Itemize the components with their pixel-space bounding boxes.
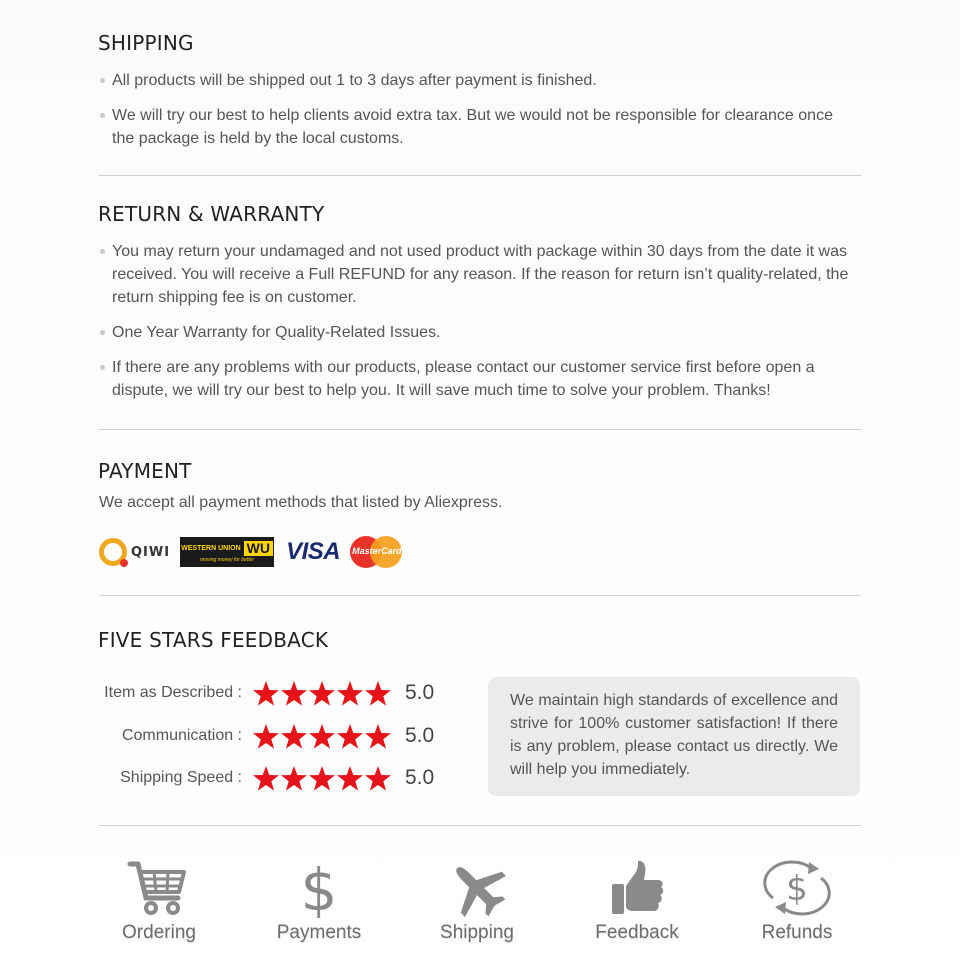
payment-description: We accept all payment methods that listed by Aliexpress. [99, 494, 503, 511]
feature-label: Refunds [761, 922, 833, 943]
thumbs-up-icon [602, 858, 672, 918]
feedback-title: FIVE STARS FEEDBACK [98, 628, 329, 652]
star-icon [280, 765, 308, 792]
rating-value: 5.0 [405, 681, 435, 704]
star-icon [336, 723, 364, 750]
shipping-item: We will try our best to help clients avoid extra tax. But we would not be responsible for clearance once the package is held by the local customs. [99, 104, 859, 150]
mastercard-logo [350, 536, 402, 568]
star-icon [252, 680, 280, 707]
satisfaction-note: We maintain high standards of excellence and strive for 100% customer satisfaction! If there is any problem, please contact us directly. We will help you immediately. [488, 677, 860, 796]
star-rating [252, 680, 392, 707]
feature-label: Shipping [440, 922, 514, 943]
star-icon [280, 723, 308, 750]
rating-value: 5.0 [405, 766, 435, 789]
rating-label: Item as Described : [104, 684, 242, 701]
divider [99, 825, 861, 826]
shipping-title: SHIPPING [98, 31, 194, 55]
dollar-icon [284, 858, 354, 918]
star-icon [364, 680, 392, 707]
western-union-tagline: moving money for better [200, 557, 255, 563]
shopping-cart-icon [124, 858, 194, 918]
star-icon [252, 765, 280, 792]
rating-label: Communication : [121, 727, 242, 744]
svg-text:$: $ [786, 869, 808, 909]
qiwi-logo [99, 538, 170, 566]
star-icon [364, 765, 392, 792]
feature-label: Feedback [595, 922, 679, 943]
feature-feedback [572, 858, 702, 944]
rating-label: Shipping Speed : [120, 769, 242, 786]
refund-icon [757, 858, 837, 918]
rating-row [99, 721, 459, 751]
return-item: One Year Warranty for Quality-Related Issues. [99, 321, 869, 344]
qiwi-icon [99, 538, 127, 566]
star-icon [252, 723, 280, 750]
western-union-logo [180, 537, 274, 567]
qiwi-text: QIWI [131, 544, 171, 560]
star-icon [364, 723, 392, 750]
mastercard-text: MasterCard [352, 546, 402, 556]
return-item: You may return your undamaged and not used product with package within 30 days from the date it was received. You will receive a Full REFUND for any reason. If the reason for return isn’t quality-related, the return shipping fee is on customer. [99, 240, 859, 309]
payment-logos [99, 533, 402, 571]
return-warranty-title: RETURN & WARRANTY [98, 202, 325, 226]
feature-label: Payments [276, 922, 362, 943]
star-icon [280, 680, 308, 707]
star-icon [336, 765, 364, 792]
star-icon [336, 680, 364, 707]
western-union-mark: WU [244, 541, 273, 556]
airplane-icon [442, 858, 512, 918]
visa-logo: VISA [286, 538, 341, 565]
divider [99, 595, 861, 596]
rating-row [99, 763, 459, 793]
star-icon [308, 723, 336, 750]
svg-text:$: $ [300, 858, 338, 918]
western-union-text: WESTERN UNION [181, 544, 241, 552]
star-icon [308, 765, 336, 792]
feature-ordering [94, 858, 224, 944]
return-item: If there are any problems with our products, please contact our customer service first before open a dispute, we will try our best to help you. It will save much time to solve your problem. Thanks! [99, 356, 871, 402]
star-rating [252, 723, 392, 750]
rating-row [99, 678, 459, 708]
feature-label: Ordering [122, 922, 196, 943]
feature-shipping [412, 858, 542, 944]
star-rating [252, 765, 392, 792]
payment-title: PAYMENT [98, 459, 192, 483]
feature-refunds [732, 858, 862, 944]
divider [99, 429, 861, 430]
rating-value: 5.0 [405, 724, 435, 747]
divider [99, 175, 861, 176]
shipping-item: All products will be shipped out 1 to 3 days after payment is finished. [99, 69, 869, 92]
star-icon [308, 680, 336, 707]
feature-payments [254, 858, 384, 944]
